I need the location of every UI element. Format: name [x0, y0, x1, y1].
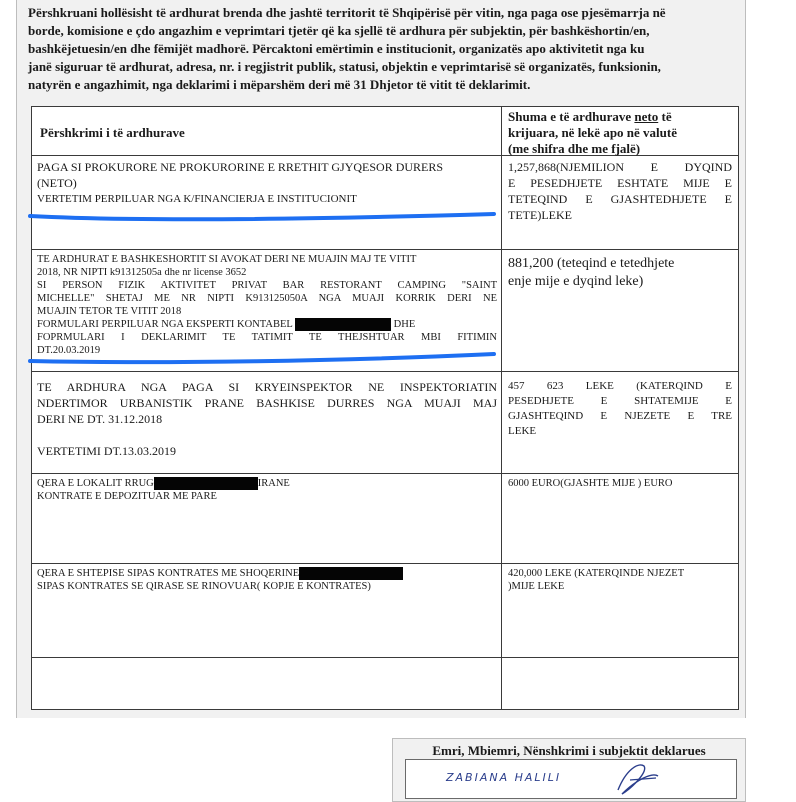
description-line: DT.20.03.2019	[37, 345, 101, 357]
amount-line: 881,200 (teteqind e tetedhjete	[508, 256, 675, 271]
row-divider	[32, 473, 738, 474]
signature-block	[392, 738, 746, 802]
instructions-line: borde, komisione e çdo angazhim e veprimtari tjetër që ka sjellë të ardhura për subjektin, për bashkëshortin/en,	[28, 23, 650, 38]
description-line: MICHELLE" SHETAJ ME NR NIPTI K913125050A NGA MUAJI KORRIK DERI NE	[37, 293, 497, 304]
amount-line: E PESEDHJETE ESHTATE MIJE E	[508, 176, 732, 190]
description-line: KONTRATE E DEPOZITUAR ME PARE	[37, 491, 217, 503]
row-divider	[32, 249, 738, 250]
instructions-line: janë siguruar të ardhurat, adresa, nr. i regjistrit publik, statusi, objektin e veprimtarisë së organizatës, funksionin,	[28, 59, 661, 74]
row-1-amount	[508, 159, 732, 223]
amount-line: 457 623 LEKE (KATERQIND E	[508, 380, 732, 392]
description-line: (NETO)	[37, 176, 77, 190]
description-line: SIPAS KONTRATES SE QIRASE SE RINOVUAR( KOPJE E KONTRATES)	[37, 581, 371, 593]
description-line	[37, 477, 497, 490]
header-amount-text: të	[658, 109, 672, 124]
header-amount-text: (me shifra dhe me fjalë)	[508, 141, 641, 156]
handwritten-name: ZABIANA HALILI	[446, 771, 562, 784]
income-table	[31, 106, 739, 710]
description-line: 2018, NR NIPTI k91312505a dhe nr license 3652	[37, 267, 247, 278]
instructions-line: bashkëjetuesin/en dhe fëmijët madhorë. Përcaktoni emërtimin e institucionit, organizatës apo aktivitetit nga ku	[28, 41, 645, 56]
description-line: FOPRMULARI I DEKLARIMIT TE TATIMIT TE THEJSHTUAR MBI FITIMIN	[37, 332, 497, 344]
description-line: VERTETIM PERPILUAR NGA K/FINANCIERJA E INSTITUCIONIT	[37, 193, 357, 205]
amount-line: PESEDHJETE E SHTATEMIJE E	[508, 395, 732, 407]
header-amount-text: krijuara, në lekë apo në valutë	[508, 125, 677, 140]
description-line: DERI NE DT. 31.12.2018	[37, 412, 163, 426]
header-amount-text: Shuma e të ardhurave	[508, 109, 635, 124]
description-text: IRANE	[257, 478, 290, 489]
instructions-line: Përshkruani hollësisht të ardhurat brenda dhe jashtë territorit të Shqipërisë për vitin, nga paga ose pjesëmarrja në	[28, 5, 666, 20]
header-amount	[508, 109, 732, 157]
header-description: Përshkrimi i të ardhurave	[40, 125, 185, 140]
row-2-amount	[508, 255, 732, 291]
amount-line: TETEQIND E GJASHTEDHJETE E	[508, 192, 732, 206]
row-divider	[32, 371, 738, 372]
description-text: DHE	[393, 319, 416, 330]
amount-line: TETE)LEKE	[508, 208, 572, 222]
description-line: TE ARDHURAT E BASHKESHORTIT SI AVOKAT DERI NE MUAJIN MAJ TE VITIT	[37, 254, 417, 265]
signature-field	[405, 759, 737, 799]
row-divider	[32, 563, 738, 564]
redacted-block	[295, 318, 391, 331]
row-5-amount	[508, 567, 732, 593]
description-line	[37, 567, 497, 580]
row-2-description	[37, 253, 497, 357]
row-4-description	[37, 477, 497, 503]
instructions-paragraph	[28, 4, 740, 94]
description-text: FORMULARI PERPILUAR NGA EKSPERTI KONTABEL	[37, 319, 293, 330]
row-divider	[32, 657, 738, 658]
description-text: QERA E LOKALIT RRUG	[37, 478, 154, 489]
description-line: MUAJIN TETOR TE VITIT 2018	[37, 306, 182, 317]
row-4-amount	[508, 477, 732, 490]
amount-line: GJASHTEQIND E NJEZETE E TRE	[508, 410, 732, 422]
description-line	[37, 318, 497, 331]
row-3-description	[37, 379, 497, 459]
signature-scribble	[406, 760, 736, 798]
amount-line: 6000 EURO(GJASHTE MIJE ) EURO	[508, 478, 673, 489]
row-5-description	[37, 567, 497, 593]
description-line: TE ARDHURA NGA PAGA SI KRYEINSPEKTOR NE INSPEKTORIATIN	[37, 380, 497, 394]
amount-line: 420,000 LEKE (KATERQINDE NJEZET	[508, 568, 685, 579]
signature-title: Emri, Mbiemri, Nënshkrimi i subjektit deklarues	[432, 743, 706, 758]
row-3-amount	[508, 379, 732, 439]
amount-line: enje mije e dyqind leke)	[508, 274, 644, 289]
description-line: PAGA SI PROKURORE NE PROKURORINE E RRETHIT GJYQESOR DURERS	[37, 160, 444, 174]
row-1-description	[37, 159, 497, 207]
header-amount-neto: neto	[634, 109, 659, 124]
redacted-block	[299, 567, 403, 580]
description-line: NDERTIMOR URBANISTIK PRANE BASHKISE DURRES NGA MUAJI MAJ	[37, 396, 497, 410]
instructions-line: natyrën e angazhimit, nga deklarimi i mëparshëm deri më 31 Dhjetor të vitit të deklarimit.	[28, 77, 531, 92]
amount-line: LEKE	[508, 425, 537, 437]
redacted-block	[154, 477, 258, 490]
description-text: QERA E SHTEPISE SIPAS KONTRATES ME SHOQERINE	[37, 568, 300, 579]
description-line: SI PERSON FIZIK AKTIVITET PRIVAT BAR RESTORANT CAMPING "SAINT	[37, 280, 497, 291]
amount-line: )MIJE LEKE	[508, 581, 565, 592]
column-separator	[501, 107, 502, 709]
description-line: VERTETIMI DT.13.03.2019	[37, 444, 177, 458]
amount-line: 1,257,868(NJEMILION E DYQIND	[508, 160, 732, 174]
